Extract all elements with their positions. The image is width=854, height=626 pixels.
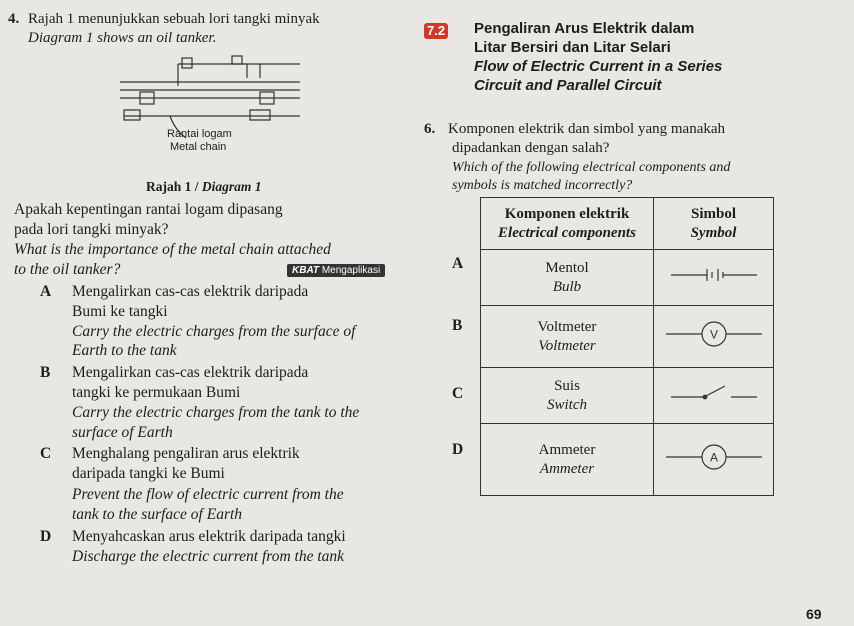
option-d-letter[interactable]: D (40, 528, 52, 545)
components-table (480, 197, 774, 496)
kbat-text: Mengaplikasi (321, 265, 381, 276)
option-b-letter[interactable]: B (40, 364, 51, 381)
kbat-badge (287, 264, 385, 277)
option-c-ms-1: Menghalang pengaliran arus elektrik (72, 445, 300, 462)
question-6-number: 6. (424, 121, 436, 137)
question-4-intro-ms: Rajah 1 menunjukkan sebuah lori tangki minyak (28, 11, 320, 27)
header-component-en: Electrical components (498, 224, 636, 241)
component-en: Switch (547, 396, 587, 413)
section-title-ms-1: Pengaliran Arus Elektrik dalam (474, 20, 695, 37)
symbol-cell (654, 368, 774, 424)
question-4-text-en-2: to the oil tanker? (14, 261, 121, 278)
row-a-letter[interactable]: A (452, 255, 464, 272)
ammeter-symbol-text: A (709, 450, 718, 464)
option-d-en-1: Discharge the electric current from the tank (72, 548, 345, 565)
question-6-text-en-1: Which of the following electrical components and (452, 160, 731, 175)
option-c-en-2: tank to the surface of Earth (72, 506, 243, 523)
section-title-ms-2: Litar Bersiri dan Litar Selari (474, 39, 671, 56)
voltmeter-symbol-text: V (709, 327, 718, 341)
row-b-letter[interactable]: B (452, 317, 463, 334)
diagram-caption-ms: Rajah 1 / (146, 179, 202, 194)
row-c-letter[interactable]: C (452, 385, 464, 402)
header-symbol (654, 198, 774, 250)
header-component-ms: Komponen elektrik (504, 205, 630, 222)
component-en: Bulb (552, 278, 582, 295)
section-number: 7.2 (424, 23, 448, 39)
option-a-ms-1: Mengalirkan cas-cas elektrik daripada (72, 283, 309, 300)
option-c-en-1: Prevent the flow of electric current from the (72, 486, 344, 503)
question-6-text-ms-2: dipadankan dengan salah? (452, 140, 610, 156)
table-row (481, 306, 774, 368)
component-cell (481, 306, 654, 368)
component-cell (481, 368, 654, 424)
metal-chain-label-en: Metal chain (170, 141, 227, 153)
question-4-text-ms-1: Apakah kepentingan rantai logam dipasang (14, 201, 283, 218)
section-title-en-1: Flow of Electric Current in a Series (474, 58, 723, 75)
ammeter-symbol-icon (664, 442, 764, 472)
option-c-ms-2: daripada tangki ke Bumi (72, 465, 225, 482)
option-a-ms-2: Bumi ke tangki (72, 303, 168, 320)
component-ms: Mentol (545, 259, 589, 276)
component-ms: Suis (554, 377, 580, 394)
table-row (481, 250, 774, 306)
question-6-text-ms-1: Komponen elektrik dan simbol yang manakah (448, 121, 726, 137)
question-4-text-en-1: What is the importance of the metal chain attached (14, 241, 331, 258)
option-b-en-1: Carry the electric charges from the tank to the (72, 404, 360, 421)
question-6-text-en-2: symbols is matched incorrectly? (452, 178, 633, 193)
header-component (481, 198, 654, 250)
option-b-ms-2: tangki ke permukaan Bumi (72, 384, 241, 401)
cell-symbol-icon (669, 265, 759, 285)
option-a-en-2: Earth to the tank (72, 342, 177, 359)
voltmeter-symbol-icon (664, 319, 764, 349)
option-b-en-2: surface of Earth (72, 424, 173, 441)
table-row (481, 368, 774, 424)
question-4-intro-en: Diagram 1 shows an oil tanker. (28, 30, 217, 46)
row-d-letter[interactable]: D (452, 441, 464, 458)
switch-symbol-icon (669, 381, 759, 405)
diagram-caption-en: Diagram 1 (201, 179, 262, 194)
question-4-text-ms-2: pada lori tangki minyak? (14, 221, 169, 238)
diagram-caption (146, 179, 262, 195)
option-a-en-1: Carry the electric charges from the surface of (72, 323, 356, 340)
table-row (481, 424, 774, 496)
header-symbol-en: Symbol (690, 224, 737, 241)
table-header-row (481, 198, 774, 250)
header-symbol-ms: Simbol (690, 205, 736, 222)
option-b-ms-1: Mengalirkan cas-cas elektrik daripada (72, 364, 309, 381)
component-cell (481, 250, 654, 306)
component-ms: Ammeter (538, 441, 596, 458)
component-en: Voltmeter (538, 337, 596, 354)
option-c-letter[interactable]: C (40, 445, 52, 462)
symbol-cell (654, 306, 774, 368)
component-ms: Voltmeter (537, 318, 597, 335)
component-en: Ammeter (539, 460, 595, 477)
metal-chain-label-ms: Rantai logam (167, 128, 232, 140)
symbol-cell (654, 250, 774, 306)
kbat-tag: KBAT (292, 265, 320, 276)
question-4-number: 4. (8, 11, 20, 27)
component-cell (481, 424, 654, 496)
option-d-ms-1: Menyahcaskan arus elektrik daripada tangki (72, 528, 346, 545)
section-title-en-2: Circuit and Parallel Circuit (474, 77, 662, 94)
page-number: 69 (806, 606, 822, 622)
symbol-cell (654, 424, 774, 496)
section-badge (424, 22, 448, 40)
option-a-letter[interactable]: A (40, 283, 52, 300)
